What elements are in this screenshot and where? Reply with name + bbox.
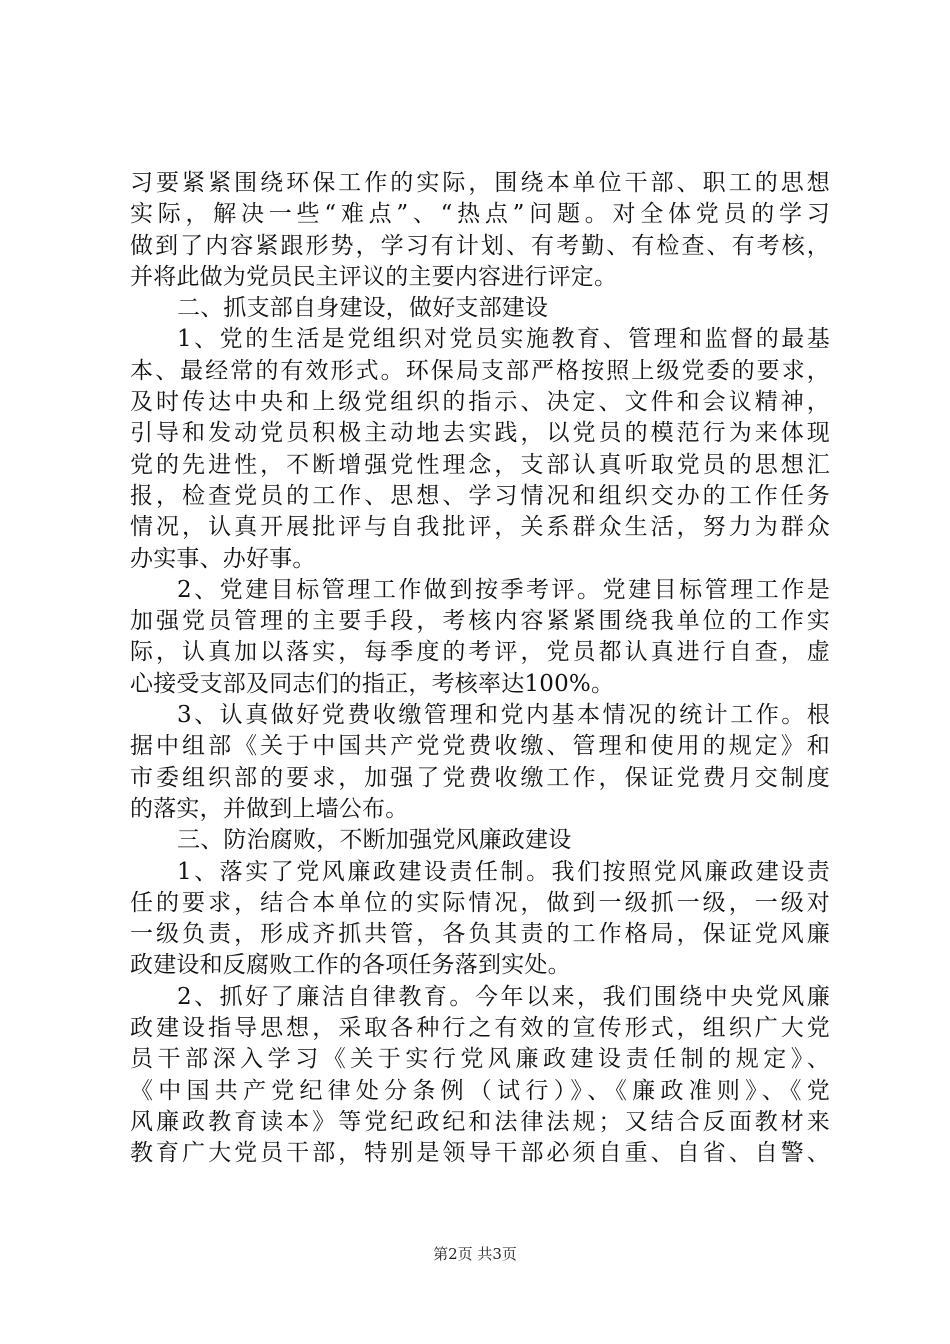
text-line: 实际，解决一些“难点”、“热点”问题。对全体党员的学习 [130,201,830,228]
text-line: 二、抓支部自身建设，做好支部建设 [177,295,549,322]
text-line: 任的要求，结合本单位的实际情况，做到一级抓一级，一级对 [130,889,830,916]
text-line: 据中组部《关于中国共产党党费收缴、管理和使用的规定》和 [130,733,830,760]
text-line: 并将此做为党员民主评议的主要内容进行评定。 [130,263,618,290]
text-line: 3、认真做好党费收缴管理和党内基本情况的统计工作。根 [177,702,830,729]
text-line: 教育广大党员干部，特别是领导干部必须自重、自省、自警、 [130,1140,830,1167]
text-line: 政建设和反腐败工作的各项任务落到实处。 [130,952,571,979]
document-body [130,168,830,1170]
text-line: 报，检查党员的工作、思想、学习情况和组织交办的工作任务 [130,482,830,509]
text-line: 2、党建目标管理工作做到按季考评。党建目标管理工作是 [177,576,830,603]
text-line: 本、最经常的有效形式。环保局支部严格按照上级党委的要求， [130,357,830,384]
text-line: 2、抓好了廉洁自律教育。今年以来，我们围绕中央党风廉 [177,983,830,1010]
text-line: 三、防治腐败，不断加强党风廉政建设 [177,827,572,854]
text-line: 《中国共产党纪律处分条例（试行）》、《廉政准则》、《党 [130,1077,830,1104]
text-line: 的落实，并做到上墙公布。 [130,795,409,822]
text-line: 加强党员管理的主要手段，考核内容紧紧围绕我单位的工作实 [130,608,830,635]
text-line: 政建设指导思想，采取各种行之有效的宣传形式，组织广大党 [130,1015,830,1042]
text-line: 一级负责，形成齐抓共管，各负其责的工作格局，保证党风廉 [130,921,830,948]
text-line: 员干部深入学习《关于实行党风廉政建设责任制的规定》、 [130,1046,830,1073]
page-footer: 第2页 共3页 [433,1245,517,1263]
text-line: 际，认真加以落实，每季度的考评，党员都认真进行自查，虚 [130,639,830,666]
text-line: 心接受支部及同志们的指正，考核率达100%。 [130,670,615,697]
text-line: 情况，认真开展批评与自我批评，关系群众生活，努力为群众 [130,514,830,541]
text-line: 及时传达中央和上级党组织的指示、决定、文件和会议精神， [130,389,830,416]
text-line: 习要紧紧围绕环保工作的实际，围绕本单位干部、职工的思想 [130,170,830,196]
text-line: 引导和发动党员积极主动地去实践，以党员的模范行为来体现 [130,420,830,447]
text-line: 做到了内容紧跟形势，学习有计划、有考勤、有检查、有考核， [130,232,830,259]
text-line: 风廉政教育读本》等党纪政纪和法律法规；又结合反面教材来 [130,1108,830,1135]
text-line: 1、落实了党风廉政建设责任制。我们按照党风廉政建设责 [177,858,830,885]
text-line: 1、党的生活是党组织对党员实施教育、管理和监督的最基 [177,326,830,353]
text-line: 办实事、办好事。 [130,545,316,572]
text-line: 党的先进性，不断增强党性理念，支部认真听取党员的思想汇 [130,451,830,478]
text-line: 市委组织部的要求，加强了党费收缴工作，保证党费月交制度 [130,764,830,791]
